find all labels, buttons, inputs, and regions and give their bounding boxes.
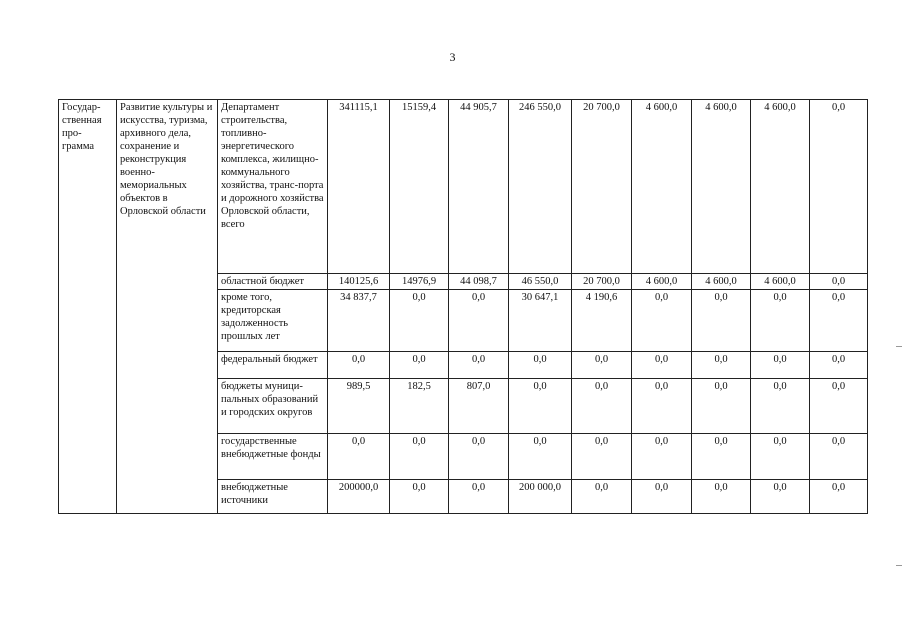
value-cell: 0,0 (449, 480, 509, 514)
value-cell: 140125,6 (328, 274, 390, 290)
value-cell: 0,0 (692, 434, 751, 480)
value-cell: 46 550,0 (509, 274, 572, 290)
value-cell: 44 905,7 (449, 100, 509, 274)
value-cell: 0,0 (449, 352, 509, 379)
value-cell: 0,0 (810, 379, 868, 434)
page-number: 3 (449, 50, 456, 64)
value-cell: 200000,0 (328, 480, 390, 514)
value-cell: 0,0 (449, 290, 509, 352)
value-cell: 14976,9 (390, 274, 449, 290)
source-cell: внебюджетные источники (218, 480, 328, 514)
program-name-cell: Развитие культуры и искусства, туризма, архивного дела, сохранение и реконструкция военно-мемориальных объектов в Орловской области (117, 100, 218, 514)
source-cell: федеральный бюджет (218, 352, 328, 379)
value-cell: 15159,4 (390, 100, 449, 274)
scan-edge-mark (896, 346, 902, 347)
value-cell: 0,0 (572, 352, 632, 379)
source-cell: Департамент строительства, топливно-энергетического комплекса, жилищно-коммунального хозяйства, транс-порта и дорожного хозяйства Орловской области, всего (218, 100, 328, 274)
table-body (59, 100, 868, 514)
value-cell: 0,0 (509, 379, 572, 434)
value-cell: 0,0 (632, 480, 692, 514)
value-cell: 44 098,7 (449, 274, 509, 290)
value-cell: 20 700,0 (572, 100, 632, 274)
value-cell: 0,0 (810, 434, 868, 480)
value-cell: 4 600,0 (751, 100, 810, 274)
value-cell: 989,5 (328, 379, 390, 434)
budget-table (58, 99, 868, 514)
value-cell: 0,0 (509, 352, 572, 379)
value-cell: 0,0 (632, 379, 692, 434)
value-cell: 0,0 (390, 290, 449, 352)
value-cell: 4 190,6 (572, 290, 632, 352)
value-cell: 4 600,0 (692, 100, 751, 274)
table-row (59, 100, 868, 274)
value-cell: 341115,1 (328, 100, 390, 274)
value-cell: 0,0 (449, 434, 509, 480)
value-cell: 34 837,7 (328, 290, 390, 352)
value-cell: 0,0 (810, 290, 868, 352)
value-cell: 0,0 (390, 480, 449, 514)
value-cell: 0,0 (751, 480, 810, 514)
source-cell: кроме того, кредиторская задолженность прошлых лет (218, 290, 328, 352)
value-cell: 0,0 (632, 352, 692, 379)
value-cell: 0,0 (328, 352, 390, 379)
value-cell: 4 600,0 (692, 274, 751, 290)
value-cell: 246 550,0 (509, 100, 572, 274)
value-cell: 0,0 (390, 352, 449, 379)
value-cell: 0,0 (632, 290, 692, 352)
source-cell: государственные внебюджетные фонды (218, 434, 328, 480)
scan-edge-mark (896, 565, 902, 566)
value-cell: 0,0 (509, 434, 572, 480)
value-cell: 0,0 (572, 434, 632, 480)
value-cell: 0,0 (692, 480, 751, 514)
value-cell: 0,0 (572, 480, 632, 514)
value-cell: 0,0 (328, 434, 390, 480)
value-cell: 0,0 (810, 274, 868, 290)
value-cell: 0,0 (390, 434, 449, 480)
value-cell: 0,0 (692, 379, 751, 434)
value-cell: 807,0 (449, 379, 509, 434)
value-cell: 0,0 (751, 379, 810, 434)
value-cell: 30 647,1 (509, 290, 572, 352)
source-cell: бюджеты муници-пальных образований и городских округов (218, 379, 328, 434)
value-cell: 0,0 (751, 290, 810, 352)
value-cell: 0,0 (751, 434, 810, 480)
value-cell: 20 700,0 (572, 274, 632, 290)
value-cell: 4 600,0 (751, 274, 810, 290)
value-cell: 0,0 (751, 352, 810, 379)
value-cell: 0,0 (810, 352, 868, 379)
source-cell: областной бюджет (218, 274, 328, 290)
value-cell: 4 600,0 (632, 274, 692, 290)
value-cell: 0,0 (810, 480, 868, 514)
value-cell: 200 000,0 (509, 480, 572, 514)
value-cell: 0,0 (572, 379, 632, 434)
value-cell: 4 600,0 (632, 100, 692, 274)
value-cell: 0,0 (692, 352, 751, 379)
value-cell: 0,0 (632, 434, 692, 480)
value-cell: 182,5 (390, 379, 449, 434)
value-cell: 0,0 (692, 290, 751, 352)
program-type-cell: Государ-ственная про-грамма (59, 100, 117, 514)
value-cell: 0,0 (810, 100, 868, 274)
